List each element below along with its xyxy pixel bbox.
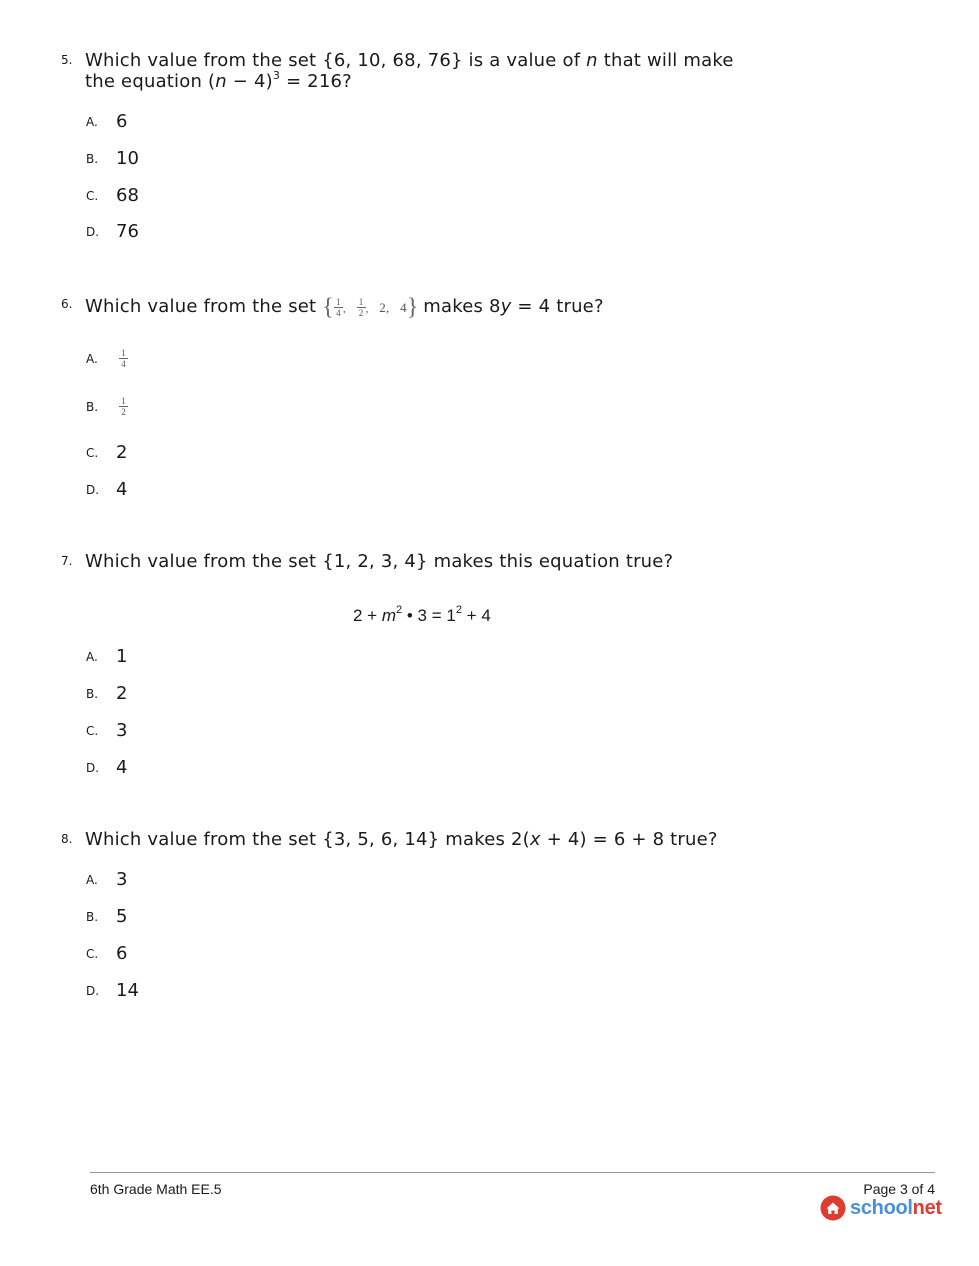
choice-letter: A. xyxy=(86,873,98,887)
choice-value: 2 xyxy=(116,683,128,704)
question-text-part: that will make xyxy=(603,50,734,71)
choice-8b[interactable] xyxy=(0,906,400,930)
separator: , xyxy=(342,303,346,315)
choice-fraction xyxy=(119,396,128,417)
choice-letter: A. xyxy=(86,352,98,366)
fraction xyxy=(334,297,343,318)
choice-value: 6 xyxy=(116,943,128,964)
choice-value: 76 xyxy=(116,221,139,242)
choice-value: 14 xyxy=(116,980,139,1001)
question-text-part: Which value from the set {3, 5, 6, 14} makes 2( xyxy=(85,829,530,850)
choice-5a[interactable] xyxy=(0,111,400,135)
equation-part: + 4 xyxy=(461,606,491,625)
schoolnet-logo xyxy=(820,1193,942,1223)
exponent: 2 xyxy=(396,604,403,617)
set-close-brace: } xyxy=(406,294,419,321)
choice-8c[interactable] xyxy=(0,943,400,967)
equation-part: • 3 = 1 xyxy=(402,606,456,625)
choice-value: 2 xyxy=(116,442,128,463)
choice-letter: D. xyxy=(86,984,100,998)
choice-fraction xyxy=(119,348,128,369)
question-text-part: makes 8 xyxy=(423,296,501,317)
exponent: 2 xyxy=(455,604,462,617)
equation-part: 2 + xyxy=(353,606,382,625)
choice-letter: D. xyxy=(86,761,100,775)
choice-letter: B. xyxy=(86,687,99,701)
fraction-numerator: 1 xyxy=(358,297,364,308)
choice-6c[interactable] xyxy=(0,442,400,466)
question-text-part: Which value from the set {6, 10, 68, 76} is a value of xyxy=(85,50,581,71)
fraction-numerator: 1 xyxy=(336,297,341,308)
choice-value: 4 xyxy=(116,479,128,500)
logo-text xyxy=(850,1197,942,1220)
choice-5d[interactable] xyxy=(0,221,400,245)
question-number: 8. xyxy=(61,832,73,846)
question-text-part: = 4 true? xyxy=(511,296,604,317)
question-text-part: + 4) = 6 + 8 true? xyxy=(540,829,718,850)
footer-page-number: Page 3 of 4 xyxy=(863,1181,935,1197)
footer-course-title: 6th Grade Math EE.5 xyxy=(90,1181,222,1197)
logo-text-school: school xyxy=(850,1196,913,1219)
choice-6d[interactable] xyxy=(0,479,400,503)
choice-letter: C. xyxy=(86,947,99,961)
fraction-numerator: 1 xyxy=(121,348,126,358)
choice-8a[interactable] xyxy=(0,869,400,893)
choice-6a[interactable] xyxy=(0,348,400,372)
variable: m xyxy=(381,606,397,625)
choice-letter: D. xyxy=(86,483,100,497)
variable: n xyxy=(586,50,598,71)
exponent: 3 xyxy=(272,69,281,82)
fraction-denominator: 4 xyxy=(121,359,126,369)
fraction-set xyxy=(322,294,423,321)
question-text-part: Which value from the set xyxy=(85,296,317,317)
choice-letter: B. xyxy=(86,400,99,414)
question-number: 6. xyxy=(61,297,73,311)
choice-letter: B. xyxy=(86,910,99,924)
question-number: 7. xyxy=(61,554,73,568)
logo-text-net: net xyxy=(912,1196,942,1219)
choice-5c[interactable] xyxy=(0,185,400,209)
choice-7a[interactable] xyxy=(0,646,400,670)
question-text xyxy=(85,50,734,92)
fraction-numerator: 1 xyxy=(121,396,126,406)
question-text-part: − 4) xyxy=(226,71,273,92)
house-icon xyxy=(820,1195,846,1221)
set-value: 2, xyxy=(379,300,390,315)
choice-value: 1 xyxy=(116,646,128,667)
choice-value: 3 xyxy=(116,720,128,741)
question-text-part: = 216? xyxy=(280,71,352,92)
choice-letter: B. xyxy=(86,152,99,166)
fraction xyxy=(357,297,366,318)
question-text-part: the equation ( xyxy=(85,71,216,92)
choice-6b[interactable] xyxy=(0,396,400,420)
choice-letter: C. xyxy=(86,189,99,203)
footer-divider xyxy=(90,1172,935,1173)
question-number: 5. xyxy=(61,53,73,67)
choice-7b[interactable] xyxy=(0,683,400,707)
choice-letter: A. xyxy=(86,650,98,664)
choice-value: 6 xyxy=(116,111,128,132)
fraction-denominator: 4 xyxy=(336,308,341,319)
choice-value: 68 xyxy=(116,185,139,206)
fraction-denominator: 2 xyxy=(358,308,364,319)
question-text xyxy=(85,829,718,850)
choice-5b[interactable] xyxy=(0,148,400,172)
set-open-brace: { xyxy=(322,294,334,321)
choice-letter: C. xyxy=(86,446,99,460)
choice-7d[interactable] xyxy=(0,757,400,781)
choice-value: 10 xyxy=(116,148,139,169)
choice-value: 5 xyxy=(116,906,128,927)
equation xyxy=(353,606,491,626)
separator: , xyxy=(365,303,369,315)
choice-letter: C. xyxy=(86,724,99,738)
choice-8d[interactable] xyxy=(0,980,400,1004)
set-value: 4 xyxy=(400,300,407,315)
question-text: Which value from the set {1, 2, 3, 4} makes this equation true? xyxy=(85,551,674,572)
variable: y xyxy=(500,296,512,317)
choice-letter: D. xyxy=(86,225,100,239)
variable: x xyxy=(529,829,541,850)
choice-value: 4 xyxy=(116,757,128,778)
question-text xyxy=(85,296,604,320)
fraction-denominator: 2 xyxy=(121,407,126,417)
choice-value: 3 xyxy=(116,869,128,890)
choice-letter: A. xyxy=(86,115,98,129)
variable: n xyxy=(215,71,227,92)
choice-7c[interactable] xyxy=(0,720,400,744)
